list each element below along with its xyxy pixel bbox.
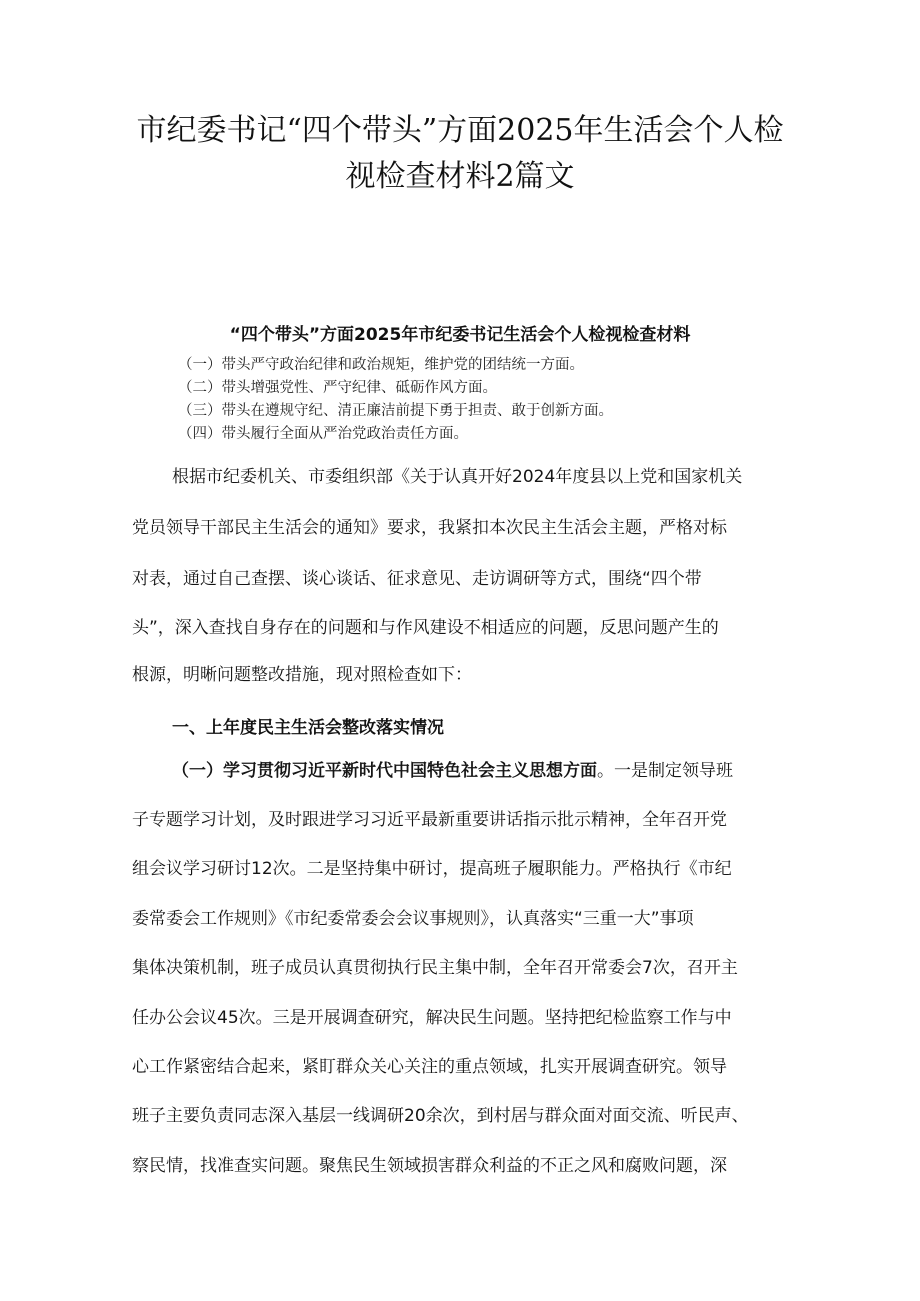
- intro-paragraph-line: 党员领导干部民主生活会的通知》要求，我紧扣本次民主生活会主题，严格对标: [132, 518, 727, 538]
- intro-paragraph-line: 头”，深入查找自身存在的问题和与作风建设不相适应的问题，反思问题产生的: [132, 618, 719, 638]
- toc-item: （三）带头在遵规守纪、清正廉洁前提下勇于担责、敢于创新方面。: [178, 403, 613, 419]
- toc-item: （一）带头严守政治纪律和政治规矩，维护党的团结统一方面。: [178, 357, 584, 373]
- toc-item: （二）带头增强党性、严守纪律、砥砺作风方面。: [178, 380, 497, 396]
- section-paragraph-line: 集体决策机制，班子成员认真贯彻执行民主集中制，全年召开常委会7次，召开主: [132, 958, 738, 978]
- subsection-heading: （一）学习贯彻习近平新时代中国特色社会主义思想方面: [172, 761, 597, 781]
- section-paragraph-line: 任办公会议45次。三是开展调查研究，解决民生问题。坚持把纪检监察工作与中: [132, 1008, 732, 1028]
- toc-list: [178, 354, 613, 446]
- intro-paragraph-line: 根据市纪委机关、市委组织部《关于认真开好2024年度县以上党和国家机关: [172, 467, 743, 487]
- section-heading: 一、上年度民主生活会整改落实情况: [172, 718, 444, 738]
- document-title-line-2: 视检查材料2篇文: [345, 159, 575, 194]
- document-title-line-1: 市纪委书记“四个带头”方面2025年生活会个人检: [136, 113, 784, 148]
- section-paragraph-line: 心工作紧密结合起来，紧盯群众关心关注的重点领域，扎实开展调查研究。领导: [132, 1057, 727, 1077]
- section-first-line: [172, 763, 733, 780]
- subsection-text: 。一是制定领导班: [597, 761, 733, 781]
- intro-paragraph-line: 对表，通过自己查摆、谈心谈话、征求意见、走访调研等方式，围绕“四个带: [132, 569, 702, 589]
- section-paragraph-line: 察民情，找准查实问题。聚焦民生领域损害群众利益的不正之风和腐败问题，深: [132, 1156, 727, 1176]
- section-paragraph-line: 组会议学习研讨12次。二是坚持集中研讨，提高班子履职能力。严格执行《市纪: [132, 859, 732, 879]
- section-paragraph-line: 委常委会工作规则》《市纪委常委会会议事规则》，认真落实“三重一大”事项: [132, 909, 694, 929]
- toc-item: （四）带头履行全面从严治党政治责任方面。: [178, 426, 468, 442]
- section-paragraph-line: 班子主要负责同志深入基层一线调研20余次，到村居与群众面对面交流、听民声、: [132, 1106, 749, 1126]
- section-subtitle: “四个带头”方面2025年市纪委书记生活会个人检视检查材料: [229, 325, 691, 345]
- section-paragraph-line: 子专题学习计划，及时跟进学习习近平最新重要讲话指示批示精神，全年召开党: [132, 810, 727, 830]
- intro-paragraph-line: 根源，明晰问题整改措施，现对照检查如下：: [132, 665, 472, 685]
